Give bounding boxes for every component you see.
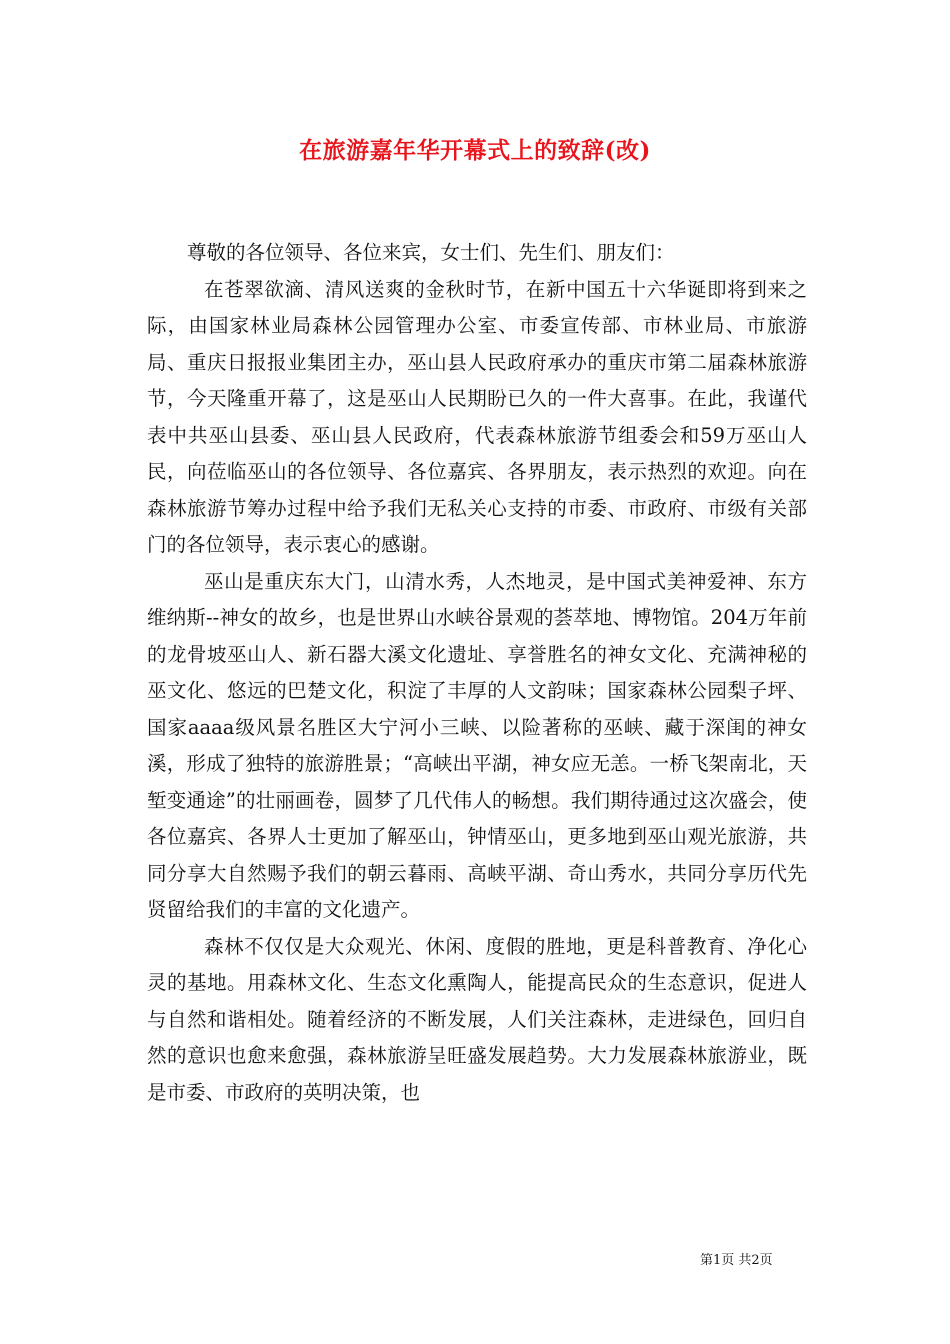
page-number-footer: 第1页 共2页 bbox=[700, 1253, 773, 1268]
greeting-line: 尊敬的各位领导、各位来宾，女士们、先生们、朋友们： bbox=[187, 241, 675, 264]
paragraph-1: 在苍翠欲滴、清风送爽的金秋时节，在新中国五十六华诞即将到来之际，由国家林业局森林公园管理办公室、市委宣传部、市林业局、市旅游局、重庆日报报业集团主办，巫山县人民政府承办的重庆市第二届森林旅游节，今天隆重开幕了，这是巫山人民期盼已久的一件大喜事。在此，我谨代表中共巫山县委、巫山县人民政府，代表森林旅游节组委会和59万巫山人民，向莅临巫山的各位领导、各位嘉宾、各界朋友，表示热烈的欢迎。向在森林旅游节筹办过程中给予我们无私关心支持的市委、市政府、市级有关部门的各位领导，表示衷心的感谢。 bbox=[147, 277, 807, 556]
document-body bbox=[147, 235, 807, 1111]
paragraph-2: 巫山是重庆东大门，山清水秀，人杰地灵，是中国式美神爱神、东方维纳斯--神女的故乡，也是世界山水峡谷景观的荟萃地、博物馆。204万年前的龙骨坡巫山人、新石器大溪文化遗址、享誉胜名的神女文化、充满神秘的巫文化、悠远的巴楚文化，积淀了丰厚的人文韵味；国家森林公园梨子坪、国家aaaa级风景名胜区大宁河小三峡、以险著称的巫峡、藏于深闺的神女溪，形成了独特的旅游胜景；“高峡出平湖，神女应无恙。一桥飞架南北，天堑变通途”的壮丽画卷，圆梦了几代伟人的畅想。我们期待通过这次盛会，使各位嘉宾、各界人士更加了解巫山，钟情巫山，更多地到巫山观光旅游，共同分享大自然赐予我们的朝云暮雨、高峡平湖、奇山秀水，共同分享历代先贤留给我们的丰富的文化遗产。 bbox=[147, 569, 807, 921]
document-title: 在旅游嘉年华开幕式上的致辞(改) bbox=[299, 137, 651, 164]
paragraph-3: 森林不仅仅是大众观光、休闲、度假的胜地，更是科普教育、净化心灵的基地。用森林文化、生态文化熏陶人，能提高民众的生态意识，促进人与自然和谐相处。随着经济的不断发展，人们关注森林，走进绿色，回归自然的意识也愈来愈强，森林旅游呈旺盛发展趋势。大力发展森林旅游业，既是市委、市政府的英明决策，也 bbox=[147, 934, 807, 1104]
